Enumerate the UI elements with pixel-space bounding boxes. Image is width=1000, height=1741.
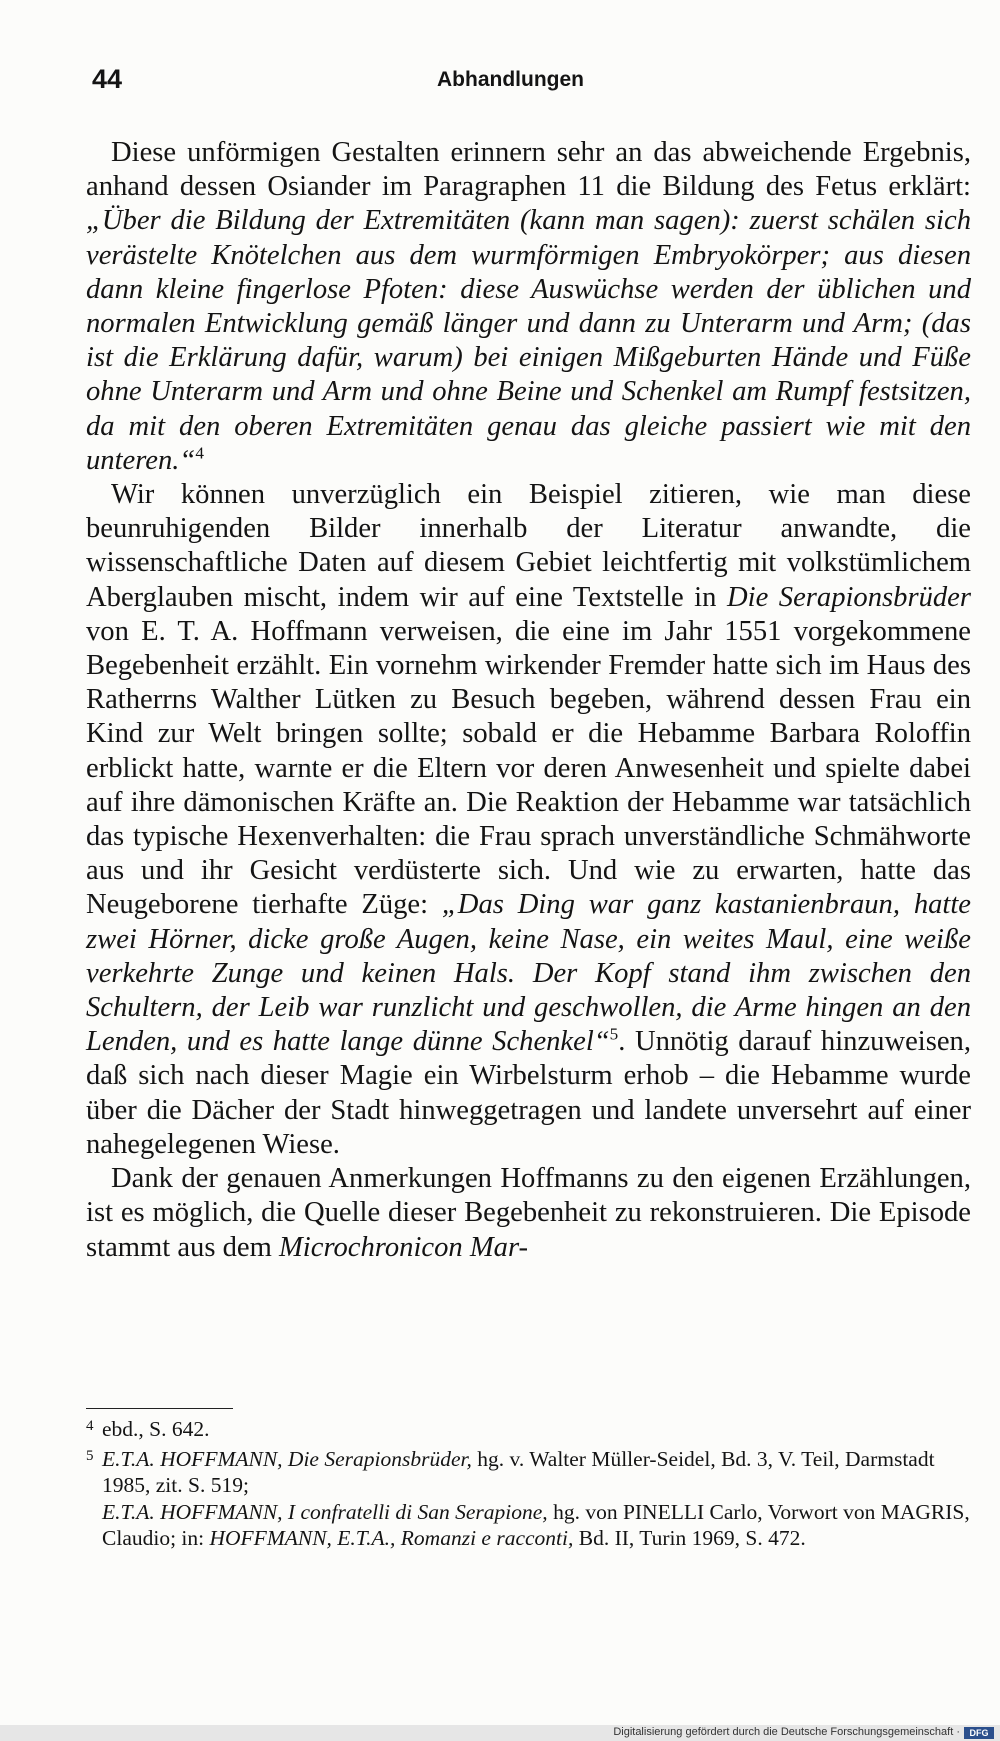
p2-text-mid: von E. T. A. Hoffmann verweisen, die eine im Jahr 1551 vorgekommene Begebenheit erzählt. Ein vornehm wirkender Fremder hatte sich im Haus des Ratherrns Walther Lütken zu Besuch begeben, während dessen Frau ein Kind zur Welt bringen sollte; sobald er die Hebamme Barbara Roloffin erblickt hatte, warnte er die Eltern vor deren Anwesenheit und spielte dabei auf ihre dämonischen Kräfte an. Die Reaktion der Hebamme war tatsächlich das typische Hexenverhalten: die Frau sprach unverständliche Schmähworte aus und ihr Gesicht verdüsterte sich. Und wie zu erwarten, hatte das Neugeborene tierhafte Züge: <box>86 615 971 921</box>
paragraph-2 <box>86 478 971 1162</box>
footnote-5b-author: E.T.A. HOFFMANN, <box>102 1499 283 1524</box>
footnote-5-number: 5 <box>86 1447 94 1464</box>
footnote-5a-author: E.T.A. HOFFMANN, <box>102 1446 283 1471</box>
p2-text-start: Wir können unverzüglich ein Beispiel zitieren, wie man diese beunruhigenden Bilder innerhalb der Literatur anwandte, die wissenschaftliche Daten auf diesem Gebiet leichtfertig mit volkstümlichem Aberglauben mischt, indem wir auf eine Textstelle in <box>86 479 971 613</box>
footnote-5b-mid: hg. von PINELLI Carlo, Vorwort von MAGRIS, Claudio; in: <box>102 1499 970 1550</box>
running-head: Abhandlungen <box>437 68 584 91</box>
p1-text: Diese unförmigen Gestalten erinnern sehr an das abweichende Ergebnis, anhand dessen Osiander im Paragraphen 11 die Bildung des Fetus erklärt: <box>86 137 971 203</box>
paragraph-3 <box>86 1162 971 1265</box>
footnotes <box>86 1413 971 1552</box>
footnote-5b-title: I confratelli di San Serapione, <box>282 1499 548 1524</box>
footnote-5b-end: Bd. II, Turin 1969, S. 472. <box>573 1526 806 1550</box>
page-number: 44 <box>92 64 123 94</box>
footnote-rule <box>86 1408 233 1409</box>
body-text <box>86 136 971 1265</box>
dfg-logo: DFG <box>964 1727 994 1739</box>
p2-text-end: . Unnötig darauf hinzuweisen, daß sich nach dieser Magie ein Wirbelsturm erhob – die Hebamme wurde über die Dächer der Stadt hinweggetragen und landete unversehrt auf einer nahegelegenen Wiese. <box>86 1026 971 1160</box>
footnote-5-continuation <box>86 1499 971 1552</box>
digitization-credit: Digitalisierung gefördert durch die Deutsche Forschungsgemeinschaft · <box>613 1726 960 1738</box>
p2-work-title: Die Serapionsbrüder <box>726 581 971 613</box>
p3-text: Dank der genauen Anmerkungen Hoffmanns zu den eigenen Erzählungen, ist es möglich, die Quelle dieser Begebenheit zu rekonstruieren. Die Episode stammt aus dem <box>86 1163 971 1263</box>
footnote-5 <box>86 1443 971 1499</box>
p3-work-title: Microchronicon Mar- <box>278 1231 529 1263</box>
footnote-4-text: ebd., S. 642. <box>102 1417 210 1441</box>
footnote-4 <box>86 1413 971 1443</box>
footnote-ref-4[interactable]: 4 <box>195 443 204 463</box>
footnote-ref-5[interactable]: 5 <box>609 1024 619 1044</box>
footnote-5a-rest: hg. v. Walter Müller-Seidel, Bd. 3, V. Teil, Darmstadt 1985, zit. S. 519; <box>102 1446 935 1497</box>
paragraph-1 <box>86 136 971 478</box>
footnote-4-number: 4 <box>86 1418 94 1434</box>
footnote-5b-collection: HOFFMANN, E.T.A., Romanzi e racconti, <box>209 1526 574 1550</box>
p1-quote: „Über die Bildung der Extremitäten (kann man sagen): zuerst schälen sich verästelte Knötelchen aus dem wurmförmigen Embryokörper; aus diesen dann kleine fingerlose Pfoten: diese Auswüchse werden der üblichen und normalen Entwicklung gemäß länger und dann zu Unterarm und Arm; (das ist die Erklärung dafür, warum) bei einigen Mißgeburten Hände und Füße ohne Unterarm und Arm und ohne Beine und Schenkel am Rumpf festsitzen, da mit den oberen Extremitäten genau das gleiche passiert wie mit den unteren.“ <box>86 205 971 476</box>
footnote-5a-title: Die Serapionsbrüder, <box>282 1446 472 1471</box>
p2-quote: „Das Ding war ganz kastanienbraun, hatte zwei Hörner, dicke große Augen, keine Nase, ein weites Maul, eine weiße verkehrte Zunge und keinen Hals. Der Kopf stand ihm zwischen den Schultern, der Leib war runzlicht und geschwollen, die Arme hingen an den Lenden, und es hatte lange dünne Schenkel“ <box>86 889 971 1058</box>
